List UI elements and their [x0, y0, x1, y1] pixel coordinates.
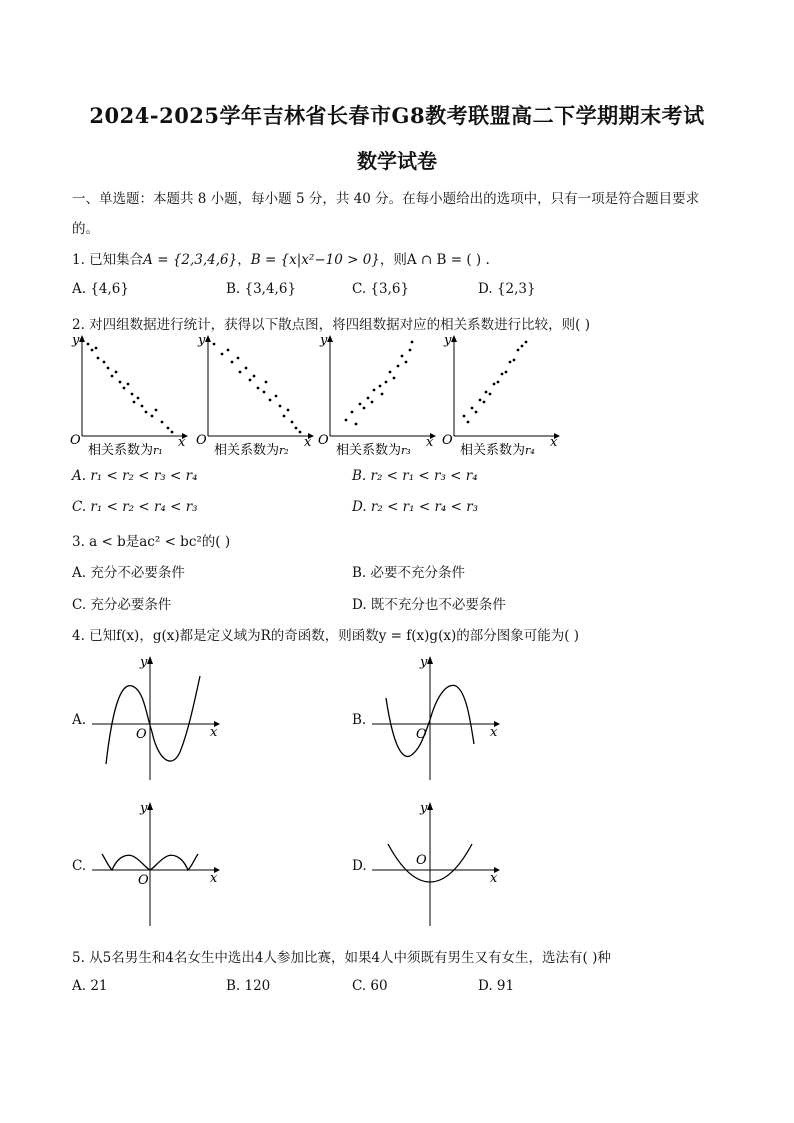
scatter-point — [463, 415, 466, 418]
scatter-point — [367, 397, 370, 400]
q3-option-a[interactable]: A. 充分不必要条件 — [72, 565, 185, 581]
q3-option-b[interactable]: B. 必要不充分条件 — [352, 565, 466, 581]
scatter-point — [151, 415, 154, 418]
scatter-point — [509, 361, 512, 364]
axis-x-label: x — [210, 725, 218, 740]
q2-option-b[interactable]: B. r₂ < r₁ < r₃ < r₄ — [352, 468, 478, 484]
scatter-plot-2 — [194, 332, 314, 460]
scatter-point — [363, 407, 366, 410]
q4-graph-b[interactable] — [368, 652, 504, 784]
q2-option-c[interactable]: C. r₁ < r₂ < r₄ < r₃ — [72, 499, 198, 515]
axis-x-label: x — [550, 435, 558, 450]
scatter-point — [401, 355, 404, 358]
q4-graph-c[interactable] — [88, 798, 224, 930]
q2-option-d[interactable]: D. r₂ < r₁ < r₄ < r₃ — [352, 499, 479, 515]
scatter-point — [389, 371, 392, 374]
scatter-point — [489, 393, 492, 396]
scatter-point — [393, 377, 396, 380]
scatter-point — [87, 343, 90, 346]
scatter-point — [145, 411, 148, 414]
q3-option-d[interactable]: D. 既不充分也不必要条件 — [352, 597, 506, 613]
scatter-point — [283, 415, 286, 418]
scatter-point — [525, 341, 528, 344]
scatter-point — [381, 393, 384, 396]
axis-x-label: x — [490, 871, 498, 886]
axis-x-label: x — [304, 435, 312, 450]
scatter-point — [155, 409, 158, 412]
axis-y-label: y — [420, 801, 428, 816]
scatter-point — [123, 387, 126, 390]
scatter-point — [299, 431, 302, 434]
axis-x-label: x — [178, 435, 186, 450]
scatter-point — [133, 401, 136, 404]
page-subtitle: 数学试卷 — [357, 149, 437, 173]
q5-option-b[interactable]: B. 120 — [226, 978, 271, 994]
scatter-point — [411, 341, 414, 344]
axis-o-label: O — [416, 727, 427, 742]
scatter-point — [355, 423, 358, 426]
axis-x-label: x — [490, 725, 498, 740]
scatter-point — [167, 427, 170, 430]
scatter-point — [483, 401, 486, 404]
scatter-point — [161, 421, 164, 424]
q4-option-a-label[interactable]: A. — [72, 712, 87, 728]
scatter-point — [405, 361, 408, 364]
q5-option-d[interactable]: D. 91 — [478, 978, 515, 994]
scatter-point — [275, 395, 278, 398]
scatter-point — [493, 383, 496, 386]
scatter-point — [345, 419, 348, 422]
scatter-point — [137, 397, 140, 400]
axis-x-label: x — [426, 435, 434, 450]
scatter-point — [359, 403, 362, 406]
scatter-point — [295, 427, 298, 430]
scatter-plot-3 — [316, 332, 436, 460]
scatter-point — [237, 357, 240, 360]
scatter-point — [111, 375, 114, 378]
plot-caption: 相关系数为r₄ — [460, 443, 535, 458]
scatter-point — [119, 381, 122, 384]
q4-option-c-label[interactable]: C. — [72, 858, 87, 874]
axis-y-label: y — [198, 333, 206, 348]
section-header-line2: 的。 — [72, 221, 99, 237]
axis-o-label: O — [442, 433, 453, 448]
q3-option-c[interactable]: C. 充分必要条件 — [72, 597, 172, 613]
question-1-stem — [72, 248, 490, 268]
scatter-point — [397, 365, 400, 368]
scatter-point — [513, 359, 516, 362]
question-5-stem: 5. 从5名男生和4名女生中选出4人参加比赛，如果4人中须既有男生又有女生，选法有( )种 — [72, 950, 611, 966]
q5-option-a[interactable]: A. 21 — [72, 978, 108, 994]
scatter-point — [131, 393, 134, 396]
scatter-point — [91, 349, 94, 352]
scatter-point — [373, 389, 376, 392]
axis-o-label: O — [136, 727, 147, 742]
scatter-point — [351, 411, 354, 414]
q1-set-b: B = {x|x²−10 > 0} — [250, 252, 380, 268]
plot-caption: 相关系数为r₂ — [214, 443, 289, 458]
scatter-point — [265, 381, 268, 384]
scatter-point — [253, 375, 256, 378]
q4-graph-d[interactable] — [368, 798, 504, 930]
axis-y-label: y — [140, 801, 148, 816]
plot-caption: 相关系数为r₁ — [88, 443, 163, 458]
scatter-point — [497, 381, 500, 384]
question-3-stem: 3. a < b是ac² < bc²的( ) — [72, 534, 231, 550]
scatter-point — [239, 371, 242, 374]
q1-option-c[interactable]: C. {3,6} — [352, 281, 410, 297]
q1-option-a[interactable]: A. {4,6} — [72, 281, 129, 297]
scatter-point — [107, 367, 110, 370]
scatter-point — [249, 379, 252, 382]
page-title: 2024-2025学年吉林省长春市G8教考联盟高二下学期期末考试 — [89, 103, 705, 128]
axis-y-label: y — [140, 655, 148, 670]
scatter-point — [213, 343, 216, 346]
q4-option-d-label[interactable]: D. — [352, 858, 367, 874]
scatter-point — [257, 387, 260, 390]
scatter-plot-4 — [440, 332, 560, 460]
scatter-point — [227, 349, 230, 352]
scatter-point — [141, 405, 144, 408]
axis-y-label: y — [444, 333, 452, 348]
scatter-point — [371, 401, 374, 404]
axis-y-label: y — [72, 333, 80, 348]
scatter-point — [97, 357, 100, 360]
scatter-point — [263, 391, 266, 394]
scatter-point — [103, 361, 106, 364]
axis-y-label: y — [320, 333, 328, 348]
scatter-point — [269, 399, 272, 402]
q5-option-c[interactable]: C. 60 — [352, 978, 388, 994]
scatter-point — [221, 353, 224, 356]
scatter-plot-1 — [68, 332, 188, 460]
scatter-point — [467, 421, 470, 424]
axis-o-label: O — [196, 433, 207, 448]
scatter-point — [471, 407, 474, 410]
scatter-point — [409, 349, 412, 352]
axis-x-label: x — [210, 871, 218, 886]
axis-o-label: O — [70, 433, 81, 448]
q1-sep: ， — [237, 252, 251, 268]
scatter-point — [385, 381, 388, 384]
section-header-line1: 一、单选题：本题共 8 小题，每小题 5 分，共 40 分。在每小题给出的选项中，只有一项是符合题目要求 — [72, 191, 700, 207]
q1-option-b[interactable]: B. {3,4,6} — [226, 281, 297, 297]
scatter-point — [291, 421, 294, 424]
scatter-point — [171, 431, 174, 434]
scatter-point — [279, 405, 282, 408]
question-2-stem: 2. 对四组数据进行统计，获得以下散点图，将四组数据对应的相关系数进行比较，则( ) — [72, 317, 590, 333]
scatter-point — [231, 361, 234, 364]
q1-set-a: A = {2,3,4,6} — [143, 252, 238, 268]
plot-caption: 相关系数为r₃ — [336, 443, 411, 458]
q1-suffix: ，则A ∩ B = ( ) . — [379, 252, 490, 268]
axis-o-label: O — [138, 873, 149, 888]
q2-option-a[interactable]: A. r₁ < r₂ < r₃ < r₄ — [72, 468, 198, 484]
scatter-point — [127, 383, 130, 386]
scatter-point — [379, 385, 382, 388]
scatter-point — [521, 345, 524, 348]
axis-y-label: y — [420, 655, 428, 670]
scatter-point — [95, 347, 98, 350]
scatter-point — [475, 411, 478, 414]
scatter-point — [505, 371, 508, 374]
scatter-point — [479, 399, 482, 402]
scatter-point — [245, 367, 248, 370]
axis-o-label: O — [416, 853, 427, 868]
q1-option-d[interactable]: D. {2,3} — [478, 281, 536, 297]
scatter-point — [287, 409, 290, 412]
axis-o-label: O — [318, 433, 329, 448]
scatter-point — [517, 349, 520, 352]
q4-option-b-label[interactable]: B. — [352, 712, 367, 728]
q1-prefix: 1. 已知集合 — [72, 252, 144, 268]
scatter-point — [485, 391, 488, 394]
scatter-point — [115, 371, 118, 374]
q4-graph-a[interactable] — [88, 652, 224, 784]
question-4-stem: 4. 已知f(x)，g(x)都是定义域为R的奇函数，则函数y = f(x)g(x)的部分图象可能为( ) — [72, 628, 580, 644]
scatter-point — [501, 373, 504, 376]
